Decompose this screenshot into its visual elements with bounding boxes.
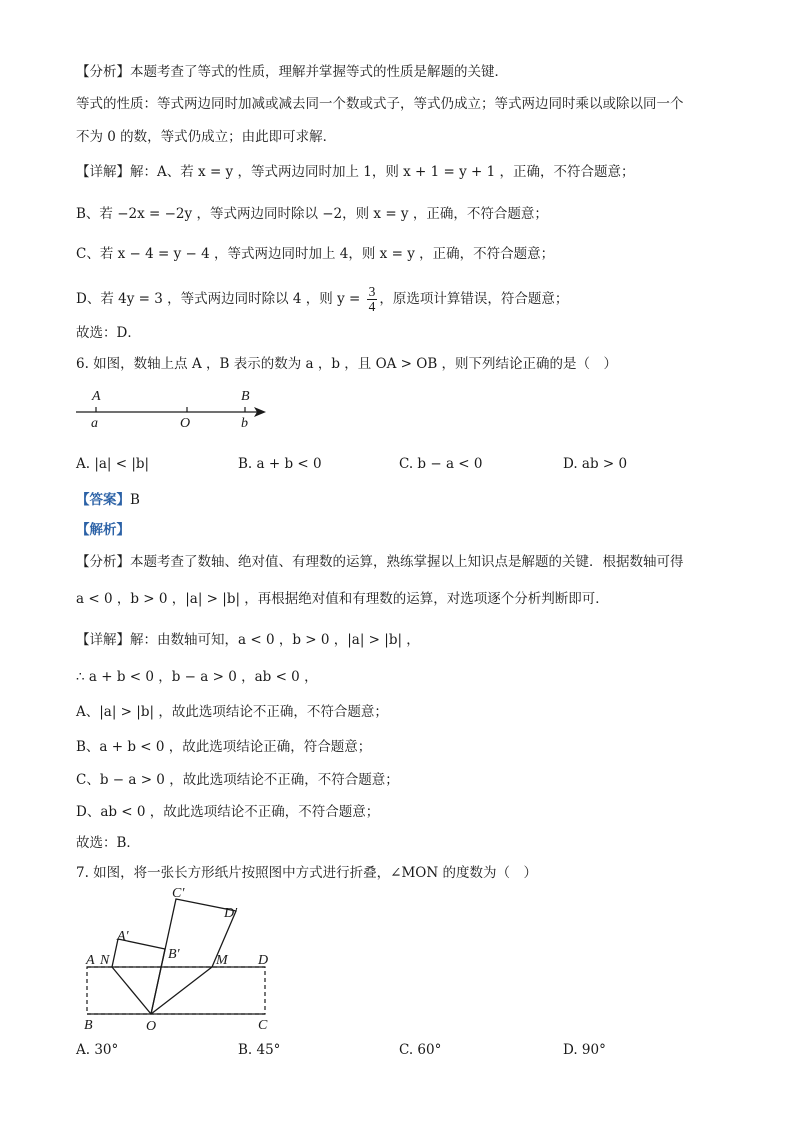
label-M: M	[216, 953, 228, 968]
label-B: B	[84, 1018, 93, 1033]
q6-jiexi-label: 【解析】	[76, 522, 130, 538]
q7-option-d[interactable]: D. 90°	[563, 1042, 606, 1058]
label-C: C	[258, 1018, 268, 1033]
q6-detail-d: D、ab < 0 ，故此选项结论不正确，不符合题意；	[76, 804, 380, 820]
label-A: A	[86, 953, 95, 968]
q7-folding-figure	[76, 880, 286, 1040]
label-Dp: D′	[224, 906, 238, 921]
q6-option-d[interactable]: D. ab > 0	[563, 456, 628, 472]
q5-detail-d	[76, 281, 568, 317]
q5-detail-c: C、若 x − 4 = y − 4 ，等式两边同时加上 4，则 x = y ，正确，不符合题意；	[76, 246, 555, 262]
q6-option-b[interactable]: B. a + b < 0	[238, 456, 322, 472]
label-b: b	[241, 416, 248, 431]
q6-analysis-line1: 【分析】本题考查了数轴、绝对值、有理数的运算，熟练掌握以上知识点是解题的关键．根据数轴可得	[76, 554, 684, 570]
label-D: D	[258, 953, 269, 968]
q5-detail-b: B、若 −2x = −2y ，等式两边同时除以 −2，则 x = y ，正确，不符合题意；	[76, 206, 548, 222]
fraction-three-quarters	[367, 285, 378, 314]
dashed-rectangle	[87, 967, 265, 1014]
label-point-A: A	[92, 389, 101, 404]
q5-detail-a: 【详解】解：A、若 x = y ，等式两边同时加上 1，则 x + 1 = y + 1 ，正确，不符合题意；	[76, 164, 635, 180]
q5-detail-d-pre: D、若 4y = 3 ，等式两边同时除以 4 ，则 y =	[76, 291, 365, 307]
q7-option-a[interactable]: A. 30°	[76, 1042, 119, 1058]
label-Ap: A′	[117, 929, 129, 944]
fraction-denominator: 4	[368, 299, 376, 314]
answer-label: 【答案】	[76, 492, 130, 508]
q6-detail-line1: 【详解】解：由数轴可知，a < 0 ，b > 0 ，|a| > |b| ，	[76, 632, 420, 648]
label-point-B: B	[241, 389, 250, 404]
label-a: a	[91, 416, 98, 431]
q6-detail-a: A、|a| > |b| ，故此选项结论不正确，不符合题意；	[76, 704, 388, 720]
q5-choice: 故选：D．	[76, 325, 141, 341]
q6-option-c[interactable]: C. b − a < 0	[399, 456, 483, 472]
q7-stem: 7. 如图，将一张长方形纸片按照图中方式进行折叠，∠MON 的度数为（ ）	[76, 865, 537, 881]
label-O: O	[146, 1019, 157, 1034]
q6-analysis-line2: a < 0 ，b > 0 ，|a| > |b| ，再根据绝对值和有理数的运算，对选项逐个分析判断即可．	[76, 591, 609, 607]
fraction-numerator: 3	[368, 284, 376, 299]
q5-analysis-line1: 【分析】本题考查了等式的性质，理解并掌握等式的性质是解题的关键．	[76, 64, 508, 80]
q6-detail-line2: ∴ a + b < 0 ，b − a > 0 ，ab < 0 ，	[76, 669, 318, 685]
q6-option-a[interactable]: A. |a| < |b|	[76, 456, 150, 472]
label-origin-O: O	[180, 416, 191, 431]
q6-number-line-figure	[70, 383, 280, 433]
q6-stem: 6. 如图，数轴上点 A ，B 表示的数为 a ，b ，且 OA > OB ，则下列结论正确的是（ ）	[76, 356, 618, 372]
q5-analysis-line2: 等式的性质：等式两边同时加减或减去同一个数或式子，等式仍成立；等式两边同时乘以或除以同一个	[76, 96, 684, 112]
answer-value: B	[130, 492, 140, 508]
q5-detail-d-post: ，原选项计算错误，符合题意；	[379, 291, 569, 307]
q6-answer	[76, 491, 140, 509]
q6-detail-c: C、b − a > 0 ，故此选项结论不正确，不符合题意；	[76, 772, 399, 788]
q6-choice: 故选：B．	[76, 835, 140, 851]
q5-analysis-line3: 不为 0 的数，等式仍成立；由此即可求解．	[76, 129, 337, 145]
label-N: N	[100, 953, 110, 968]
q7-option-b[interactable]: B. 45°	[238, 1042, 281, 1058]
label-Bp: B′	[168, 947, 180, 962]
q6-detail-b: B、a + b < 0 ，故此选项结论正确，符合题意；	[76, 739, 372, 755]
label-Cp: C′	[172, 886, 185, 901]
q7-option-c[interactable]: C. 60°	[399, 1042, 442, 1058]
fold-line-NO	[112, 967, 151, 1014]
